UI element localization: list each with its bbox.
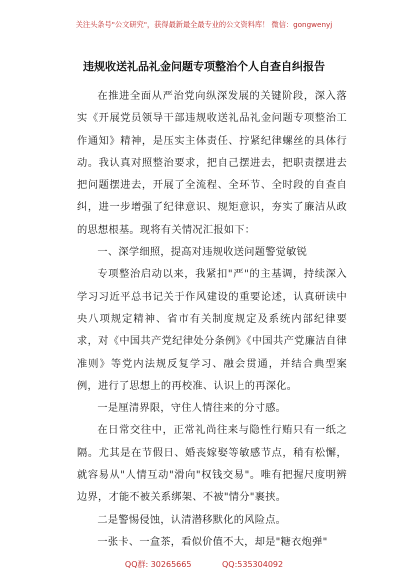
- document-body: [77, 86, 347, 554]
- header-banner: 关注头条号"公文研究"，获得最新最全最专业的公文资料库！ 微信：gongwenyj: [75, 20, 333, 29]
- footer-qq-group: QQ群: 30265665: [124, 560, 192, 569]
- paragraph: 在推进全面从严治党向纵深发展的关键阶段，深入落实《开展党员领导干部违规收送礼品礼金问题专项整治工作通知》精神，是压实主体责任、拧紧纪律螺丝的具体行动。我认真对照整治要求，把自己摆进去，把职责摆进去把问题摆进去，开展了全流程、全环节、全时段的自查自纠，进一步增强了纪律意识、规矩意识，夯实了廉洁从政的思想根基。现将有关情况汇报如下：: [77, 91, 347, 236]
- subheading: 一是厘清界限，守住人情往来的分寸感。: [97, 403, 287, 415]
- footer-qq: QQ:535304092: [222, 560, 284, 569]
- footer-contact: [0, 559, 408, 570]
- paragraph: 在日常交往中，正常礼尚往来与隐性行贿只有一纸之隔。尤其是在节假日、婚丧嫁娶等敏感节点，稍有松懈，就容易从"人情互动"滑向"权钱交易"。唯有把握尺度明辨边界，才能不被关系绑架、不被"情分"裹挟。: [77, 425, 347, 504]
- document-title: 违规收送礼品礼金问题专项整治个人自查自纠报告: [83, 60, 325, 73]
- paragraph: 专项整治启动以来，我紧扣"严"的主基调，持续深入学习习近平总书记关于作风建设的重要论述，认真研读中央八项规定精神、省市有关制度规定及系统内部纪律要求，对《中国共产党纪律处分条例》《中国共产党廉洁自律准则》等党内法规反复学习、融会贯通，并结合典型案例，进行了思想上的再校准、认识上的再深化。: [77, 269, 347, 392]
- paragraph: 一张卡、一盒茶，看似价值不大，却是"糖衣炮弹": [97, 536, 328, 548]
- subheading: 二是警惕侵蚀，认清潜移默化的风险点。: [97, 514, 287, 526]
- section-heading: 一、深学细照，提高对违规收送问题警觉敏锐: [97, 247, 308, 259]
